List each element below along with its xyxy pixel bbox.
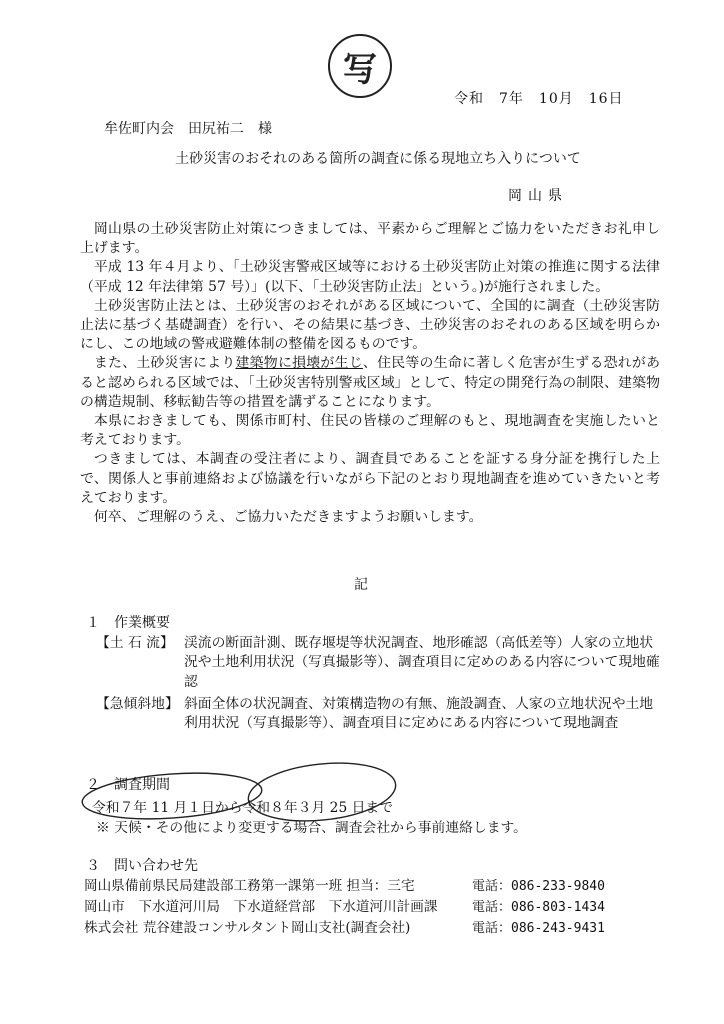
contact-row (84, 877, 654, 896)
period-from: から (214, 800, 243, 816)
contact-phone: 電話：086-803-1434 (472, 900, 605, 915)
period-until: まで (365, 800, 393, 816)
period-start: 令和７年 11 月１日 (92, 800, 215, 816)
work-item-steep-slope (96, 695, 666, 734)
underlined-text: 建築物に損壊が生じ (235, 355, 363, 372)
contact-org: 株式会社 荒谷建設コンサルタント岡山支社(調査会社) (84, 920, 411, 936)
stamp-character: 写 (343, 49, 377, 90)
paragraph (80, 354, 660, 412)
period-note: ※ 天候・その他により変更する場合、調査会社から事前連絡します。 (96, 820, 527, 836)
paragraph: つきましては、本調査の受注者により、調査員であることを証する身分証を携行した上で、関係人と事前連絡および協議を行いながら下記のとおり現地調査を進めていきたいと考えております。 (80, 451, 660, 506)
contact-row (84, 898, 654, 917)
sender: 岡山県 (508, 188, 568, 204)
document-date: 令和 7年 10月 16日 (454, 91, 624, 107)
contact-phone: 電話：086-233-9840 (472, 879, 605, 894)
paragraph-text: 、住民等の生命に著しく危害が生ずる恐れがあると認められる区域では、「土砂災害特別警戒区域」として、特定の開発行為の制限、建築物の構造規制、移転勧告等の措置を講ずることになります。 (80, 355, 660, 410)
paragraph: 土砂災害防止法とは、土砂災害のおそれがある区域について、全国的に調査（土砂災害防止法に基づく基礎調査）を行い、その結果に基づき、土砂災害のおそれのある区域を明らかにし、この地域の警戒避難体制の整備を図るものです。 (80, 297, 660, 353)
section-heading: １ 作業概要 (86, 615, 170, 631)
survey-period (92, 796, 393, 816)
document-title: 土砂災害のおそれのある箇所の調査に係る現地立ち入りについて (175, 151, 581, 167)
work-item-text: 斜面全体の状況調査、対策構造物の有無、施設調査、人家の立地状況や土地利用状況（写真撮影等）、調査項目に定めにある内容について現地調査 (184, 696, 654, 732)
ki-heading: 記 (354, 577, 368, 593)
period-end: 令和８年３月 25 日 (242, 800, 366, 816)
paragraph-text: また、土砂災害により (93, 355, 236, 372)
paragraph: 岡山県の土砂災害防止対策につきましては、平素からご理解とご協力をいただきお礼申し上げます。 (80, 221, 660, 257)
work-item-label: 【急傾斜地】 (96, 696, 179, 712)
section-heading: ３ 問い合わせ先 (86, 858, 198, 874)
work-item-text: 渓流の断面計測、既存堰堤等状況調査、地形確認（高低差等）人家の立地状況や土地利用状況（写真撮影等）、調査項目に定めのある内容について現地確認 (184, 635, 660, 690)
paragraph: 何卒、ご理解のうえ、ご協力いただきますようお願いします。 (93, 509, 483, 526)
seal-stamp (328, 34, 392, 98)
work-item-debris-flow (96, 634, 666, 692)
paragraph: 本県におきましても、関係市町村、住民の皆様のご理解のもと、現地調査を実施したいと考えております。 (80, 413, 660, 449)
contact-row (84, 919, 654, 938)
paragraph: 平成 13 年４月より、「土砂災害警戒区域等における土砂災害防止対策の推進に関する法律（平成 12 年法律第 57 号）」(以下、「土砂災害防止法」という。)が施行されました。 (80, 259, 660, 295)
section-heading: ２ 調査期間 (86, 777, 170, 793)
work-item-label: 【土 石 流】 (96, 635, 174, 651)
body-text (80, 220, 660, 527)
contact-phone: 電話：086-243-9431 (472, 921, 605, 936)
contact-org: 岡山市 下水道河川局 下水道経営部 下水道河川計画課 (84, 899, 438, 915)
contact-org: 岡山県備前県民局建設部工務第一課第一班 担当：三宅 (84, 878, 415, 894)
recipient: 牟佐町内会 田尻祐二 様 (104, 121, 272, 137)
